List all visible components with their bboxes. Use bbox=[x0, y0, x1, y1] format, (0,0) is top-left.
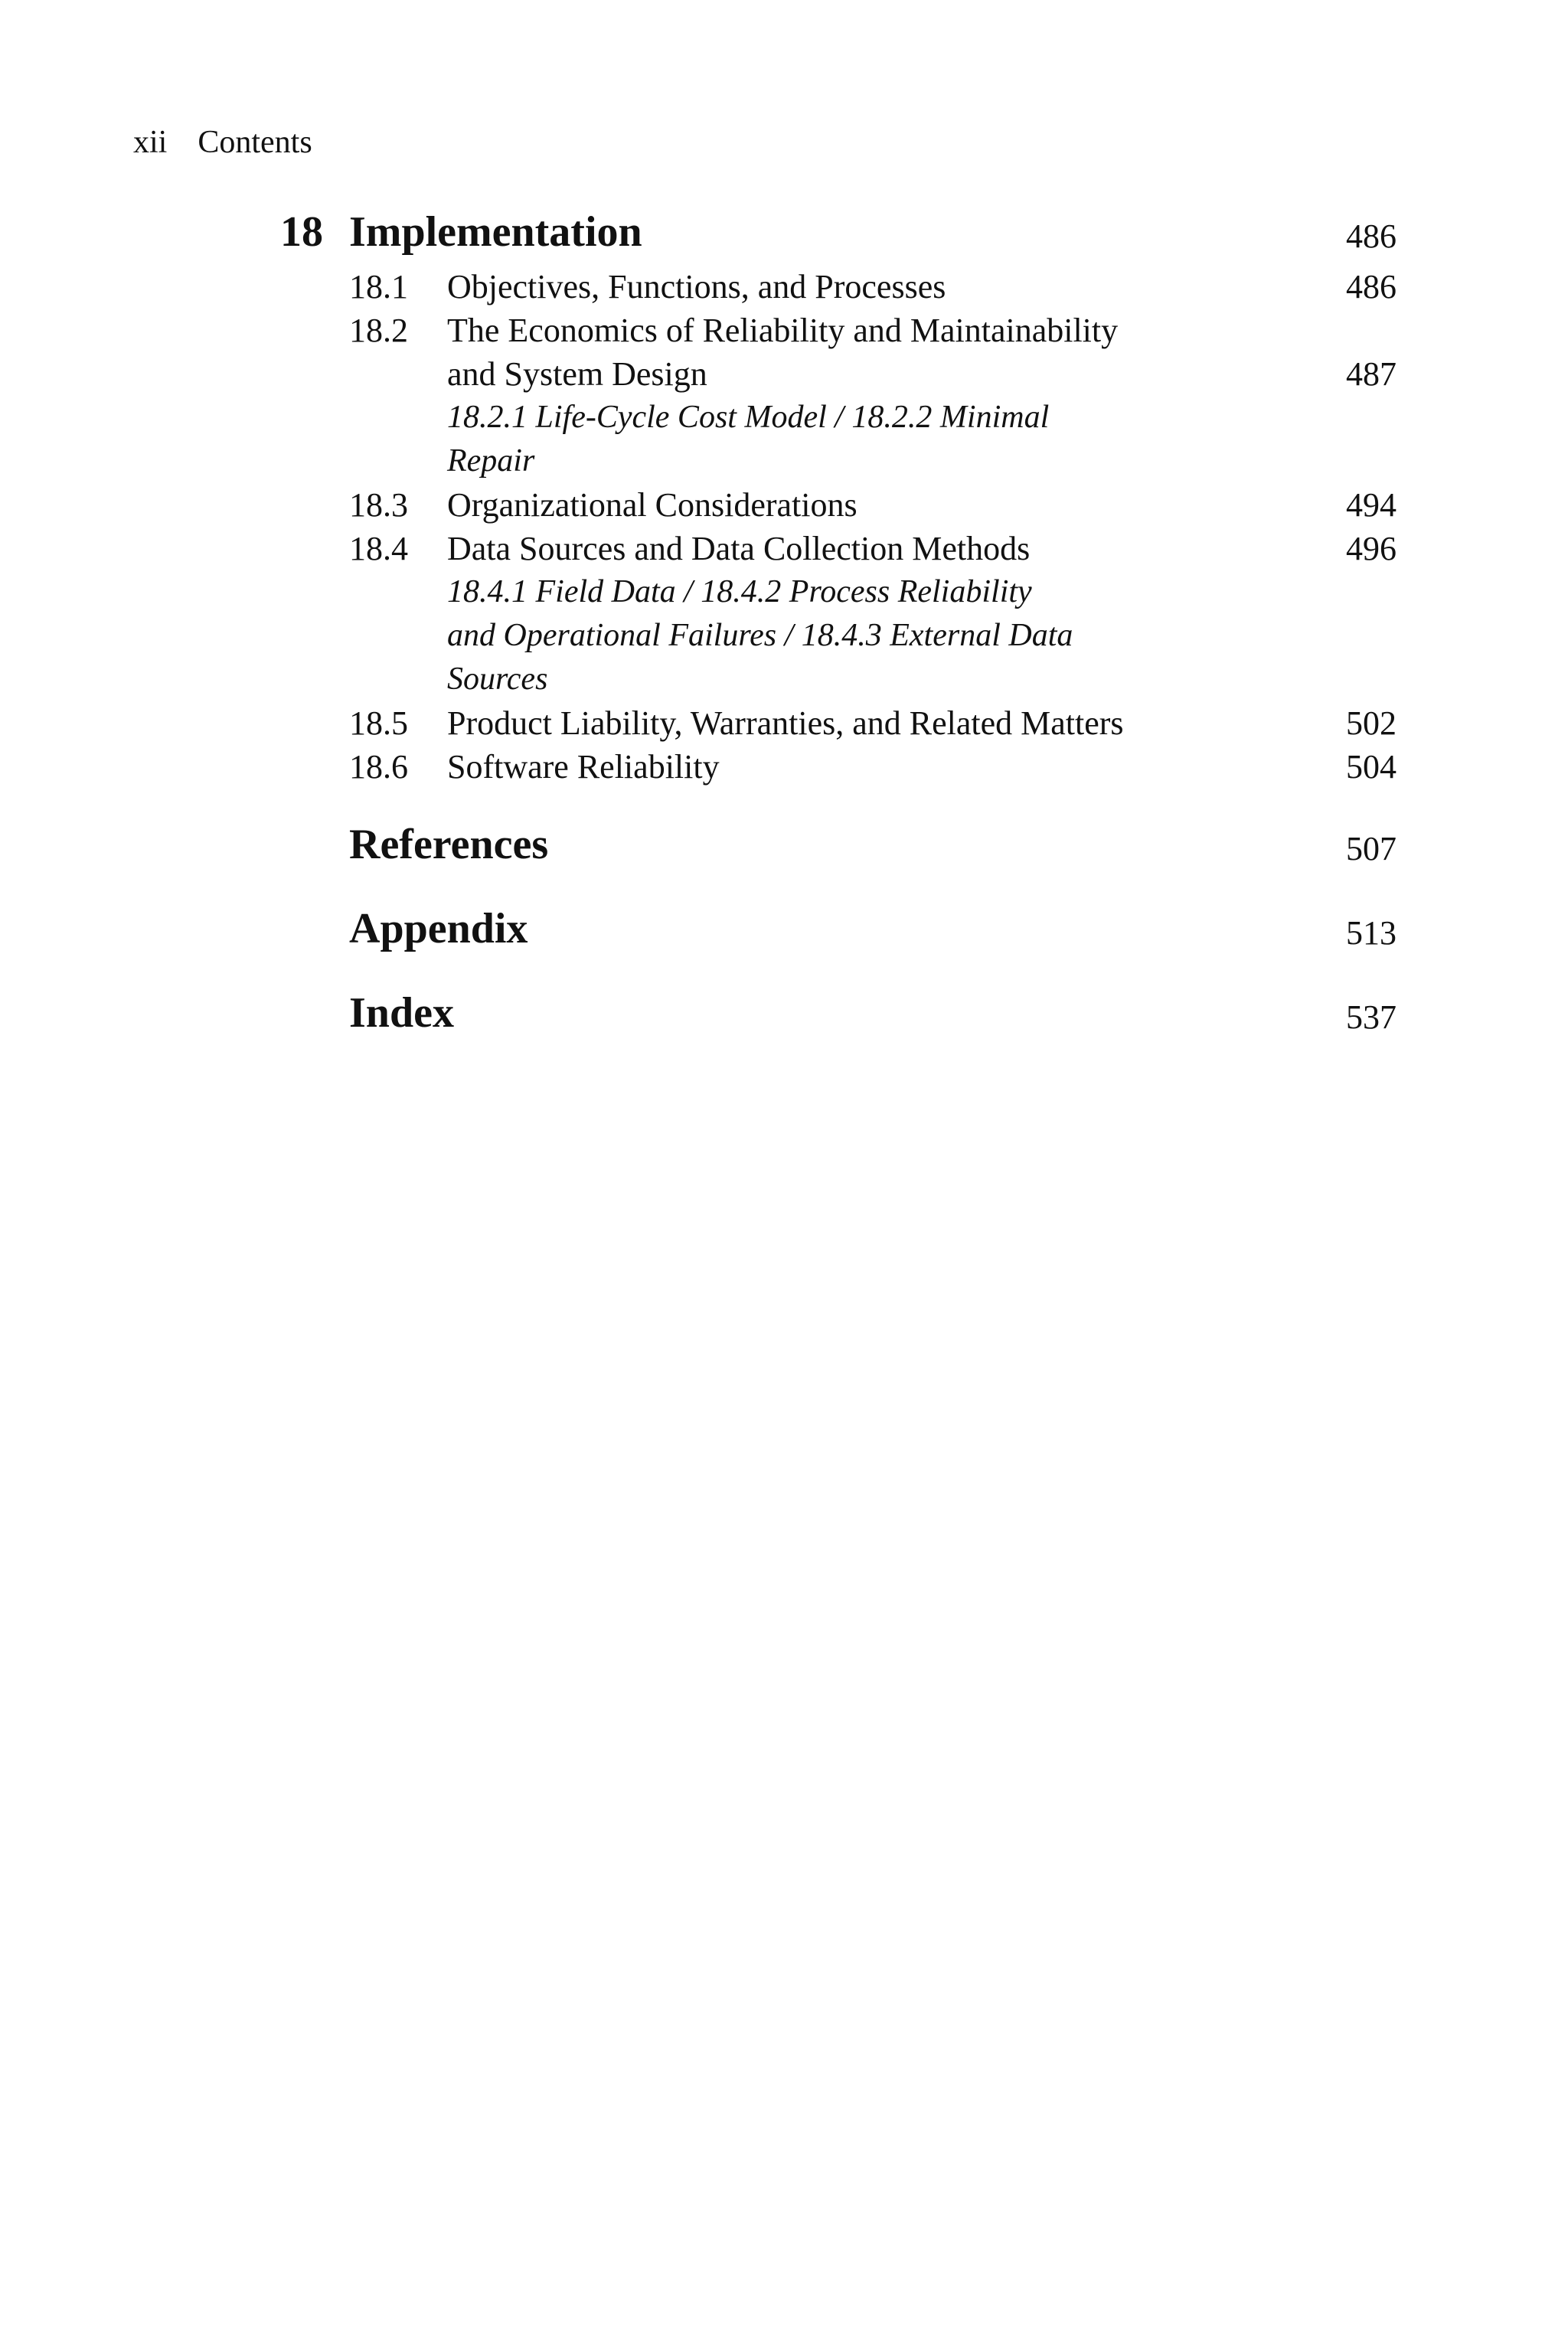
section-number: 18.5 bbox=[349, 704, 408, 742]
section-title: Software Reliability bbox=[447, 748, 720, 786]
section-page: 494 bbox=[1346, 486, 1396, 524]
subsection-line: 18.4.1 Field Data / 18.4.2 Process Reliability bbox=[447, 574, 1032, 609]
section-number: 18.3 bbox=[349, 486, 408, 524]
running-title: Contents bbox=[198, 125, 312, 160]
section-number: 18.4 bbox=[349, 530, 408, 567]
section-title: The Economics of Reliability and Maintainability bbox=[447, 312, 1119, 349]
subsection-line: 18.2.1 Life-Cycle Cost Model / 18.2.2 Minimal bbox=[447, 400, 1050, 435]
section-page: 504 bbox=[1346, 748, 1396, 786]
subsection-line: Sources bbox=[447, 662, 548, 697]
page-number: xii bbox=[133, 125, 168, 160]
subsection-line: and Operational Failures / 18.4.3 External Data bbox=[447, 618, 1073, 653]
index-heading: Index bbox=[349, 989, 454, 1037]
section-title: Product Liability, Warranties, and Related Matters bbox=[447, 704, 1124, 742]
index-page: 537 bbox=[1346, 998, 1396, 1036]
section-number: 18.1 bbox=[349, 268, 408, 305]
section-page: 487 bbox=[1346, 355, 1396, 393]
section-title: Organizational Considerations bbox=[447, 486, 858, 524]
section-title: Objectives, Functions, and Processes bbox=[447, 268, 946, 305]
appendix-page: 513 bbox=[1346, 914, 1396, 952]
references-page: 507 bbox=[1346, 830, 1396, 867]
chapter-title: Implementation bbox=[349, 208, 642, 256]
section-page: 486 bbox=[1346, 268, 1396, 305]
references-heading: References bbox=[349, 821, 549, 868]
section-number: 18.6 bbox=[349, 748, 408, 786]
appendix-heading: Appendix bbox=[349, 905, 528, 952]
running-header bbox=[133, 122, 312, 162]
section-page: 502 bbox=[1346, 704, 1396, 742]
chapter-number: 18 bbox=[280, 208, 323, 256]
subsection-line: Repair bbox=[447, 443, 535, 479]
section-page: 496 bbox=[1346, 530, 1396, 567]
section-number: 18.2 bbox=[349, 312, 408, 349]
chapter-page: 486 bbox=[1346, 217, 1396, 255]
section-title-continued: and System Design bbox=[447, 355, 707, 393]
section-title: Data Sources and Data Collection Methods bbox=[447, 530, 1031, 567]
